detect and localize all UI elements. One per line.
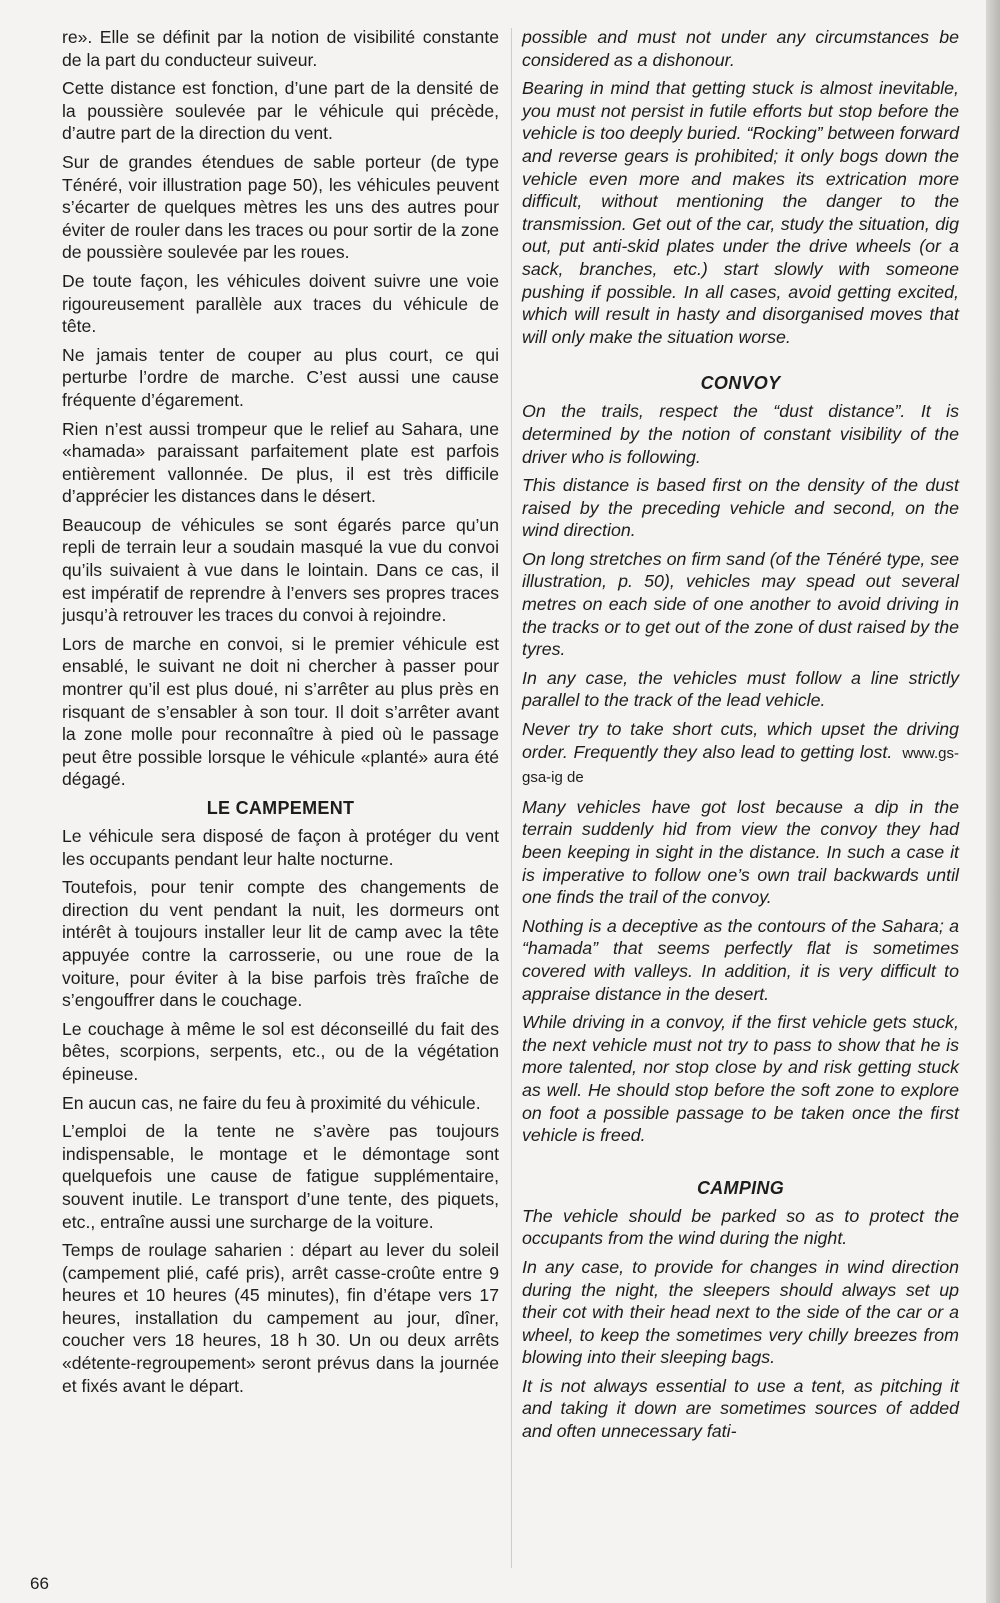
paragraph: It is not always essential to use a tent, as pitching it and taking it down are sometimes sources of added and often unnecessary fati- <box>522 1375 959 1442</box>
paragraph: De toute façon, les véhicules doivent suivre une voie rigoureusement parallèle aux traces du véhicule de tête. <box>62 270 499 337</box>
paragraph: Temps de roulage saharien : départ au lever du soleil (campement plié, café pris), arrêt casse-croûte entre 9 heures et 10 heures (45 minutes), fin d’étape vers 17 heures, installation du campement au jour, dîner, coucher vers 18 heures, 18 h 30. Un ou deux arrêts «détente-regroupement» seront prévus dans la journée et fixés avant le départ. <box>62 1240 499 1396</box>
paragraph: The vehicle should be parked so as to protect the occupants from the wind during the night. <box>522 1205 959 1249</box>
paragraph: possible and must not under any circumstances be considered as a dishonour. <box>522 27 959 70</box>
paragraph <box>522 718 959 790</box>
watermark-url: www.gs-gsa-ig de <box>522 744 959 787</box>
paragraph: Beaucoup de véhicules se sont égarés parce qu’un repli de terrain leur a soudain masqué la vue du convoi qu’ils suivaient à vue dans le lointain. Dans ce cas, il est impératif de reprendre à l’envers ses propres traces jusqu’à retrouver les traces du convoi à rejoindre. <box>62 514 499 626</box>
paragraph: This distance is based first on the density of the dust raised by the preceding vehicle and second, on the wind direction. <box>522 475 959 541</box>
paragraph: While driving in a convoy, if the first vehicle gets stuck, the next vehicle must not try to pass to show that he is more talented, nor stop close by and risk getting stuck as well. He should stop before the soft zone to explore on foot a possible passage to be taken once the first vehicle is freed. <box>522 1012 959 1146</box>
paragraph: re». Elle se définit par la notion de visibilité constante de la part du conducteur suiveur. <box>62 27 499 70</box>
paragraph: In any case, to provide for changes in wind direction during the night, the sleepers should always set up their cot with their head next to the side of the car or a wheel, to keep the sometimes very chilly breezes from blowing into their sleeping bags. <box>522 1256 959 1368</box>
section-heading-camping: CAMPING <box>696 1177 785 1198</box>
paragraph: Rien n’est aussi trompeur que le relief au Sahara, une «hamada» paraissant parfaitement plate est parfois entièrement vallonnée. De plus, il est très difficile d’apprécier les distances dans le désert. <box>62 418 499 507</box>
paragraph: Nothing is a deceptive as the contours of the Sahara; a “hamada” that seems perfectly flat is sometimes covered with valleys. In addition, it is very difficult to appraise distance in the desert. <box>522 915 959 1004</box>
section-heading-campement: LE CAMPEMENT <box>206 798 355 818</box>
column-divider <box>511 28 512 1568</box>
paragraph: En aucun cas, ne faire du feu à proximité du véhicule. <box>62 1092 481 1113</box>
french-column <box>62 26 499 1403</box>
page-edge-shadow <box>986 0 1000 1603</box>
shortcut-text: Never try to take short cuts, which upset the driving order. Frequently they also lead to getting lost. <box>522 719 959 762</box>
paragraph: L’emploi de la tente ne s’avère pas toujours indispensable, le montage et le démontage sont quelquefois une cause de fatigue supplémentaire, souvent inutile. Le transport d’une tente, des piquets, etc., entraîne aussi une surcharge de la voiture. <box>62 1121 499 1232</box>
paragraph: Bearing in mind that getting stuck is almost inevitable, you must not persist in futile efforts but stop before the vehicle is too deeply buried. “Rocking” between forward and reverse gears is prohibited; it only bogs down the vehicle even more and makes its extrication more difficult, without mentioning the danger to the transmission. Get out of the car, study the situation, dig out, put anti-skid plates under the drive wheels (or a sack, branches, etc.) start slowly with someone pushing if possible. In all cases, avoid getting excited, which will result in hasty and disorganised moves that will only make the situation worse. <box>522 78 959 347</box>
paragraph: In any case, the vehicles must follow a line strictly parallel to the track of the lead vehicle. <box>522 667 959 711</box>
paragraph: Le couchage à même le sol est déconseillé du fait des bêtes, scorpions, serpents, etc., ou de la végétation épineuse. <box>62 1018 499 1084</box>
paragraph: Lors de marche en convoi, si le premier véhicule est ensablé, le suivant ne doit ni chercher à passer pour montrer qu’il est plus doué, ni s’arrêter au plus près en risquant de s’ensabler à son tour. Il doit s’arrêter avant la zone molle pour reconnaître à pied où le passage peut être possible lorsque le véhicule «planté» aura été dégagé. <box>62 633 499 790</box>
paragraph: Le véhicule sera disposé de façon à protéger du vent les occupants pendant leur halte nocturne. <box>62 826 499 869</box>
paragraph: On long stretches on firm sand (of the Ténéré type, see illustration, p. 50), vehicles may spead out several metres on each side of one another to avoid driving in the tracks or to get out of the zone of dust raised by the tyres. <box>522 548 959 660</box>
paragraph: Many vehicles have got lost because a dip in the terrain suddenly hid from view the convoy they had been keeping in sight in the distance. In such a case it is imperative to follow one’s own trail backwards until one finds the trail of the convoy. <box>522 796 959 908</box>
paragraph: Sur de grandes étendues de sable porteur (de type Ténéré, voir illustration page 50), les véhicules peuvent s’écarter de quelques mètres les uns des autres pour éviter de rouler dans les traces ou pour sortir de la zone de poussière soulevée par les roues. <box>62 151 499 263</box>
section-heading-convoy: CONVOY <box>700 373 781 394</box>
page-number: 66 <box>30 1574 49 1593</box>
paragraph: Toutefois, pour tenir compte des changements de direction du vent pendant la nuit, les dormeurs ont intérêt à toujours installer leur lit de camp avec la tête appuyée contre la carrosserie, ou une roue de la voiture, pour éviter à la bise parfois très fraîche de s’engouffrer dans le couchage. <box>62 877 499 1011</box>
paragraph: Ne jamais tenter de couper au plus court, ce qui perturbe l’ordre de marche. C’est aussi une cause fréquente d’égarement. <box>62 344 499 410</box>
english-column <box>522 26 959 1449</box>
paragraph: On the trails, respect the “dust distance”. It is determined by the notion of constant visibility of the driver who is following. <box>522 401 959 467</box>
paragraph: Cette distance est fonction, d’une part de la densité de la poussière soulevée par le véhicule qui précède, d’autre part de la direction du vent. <box>62 78 499 144</box>
